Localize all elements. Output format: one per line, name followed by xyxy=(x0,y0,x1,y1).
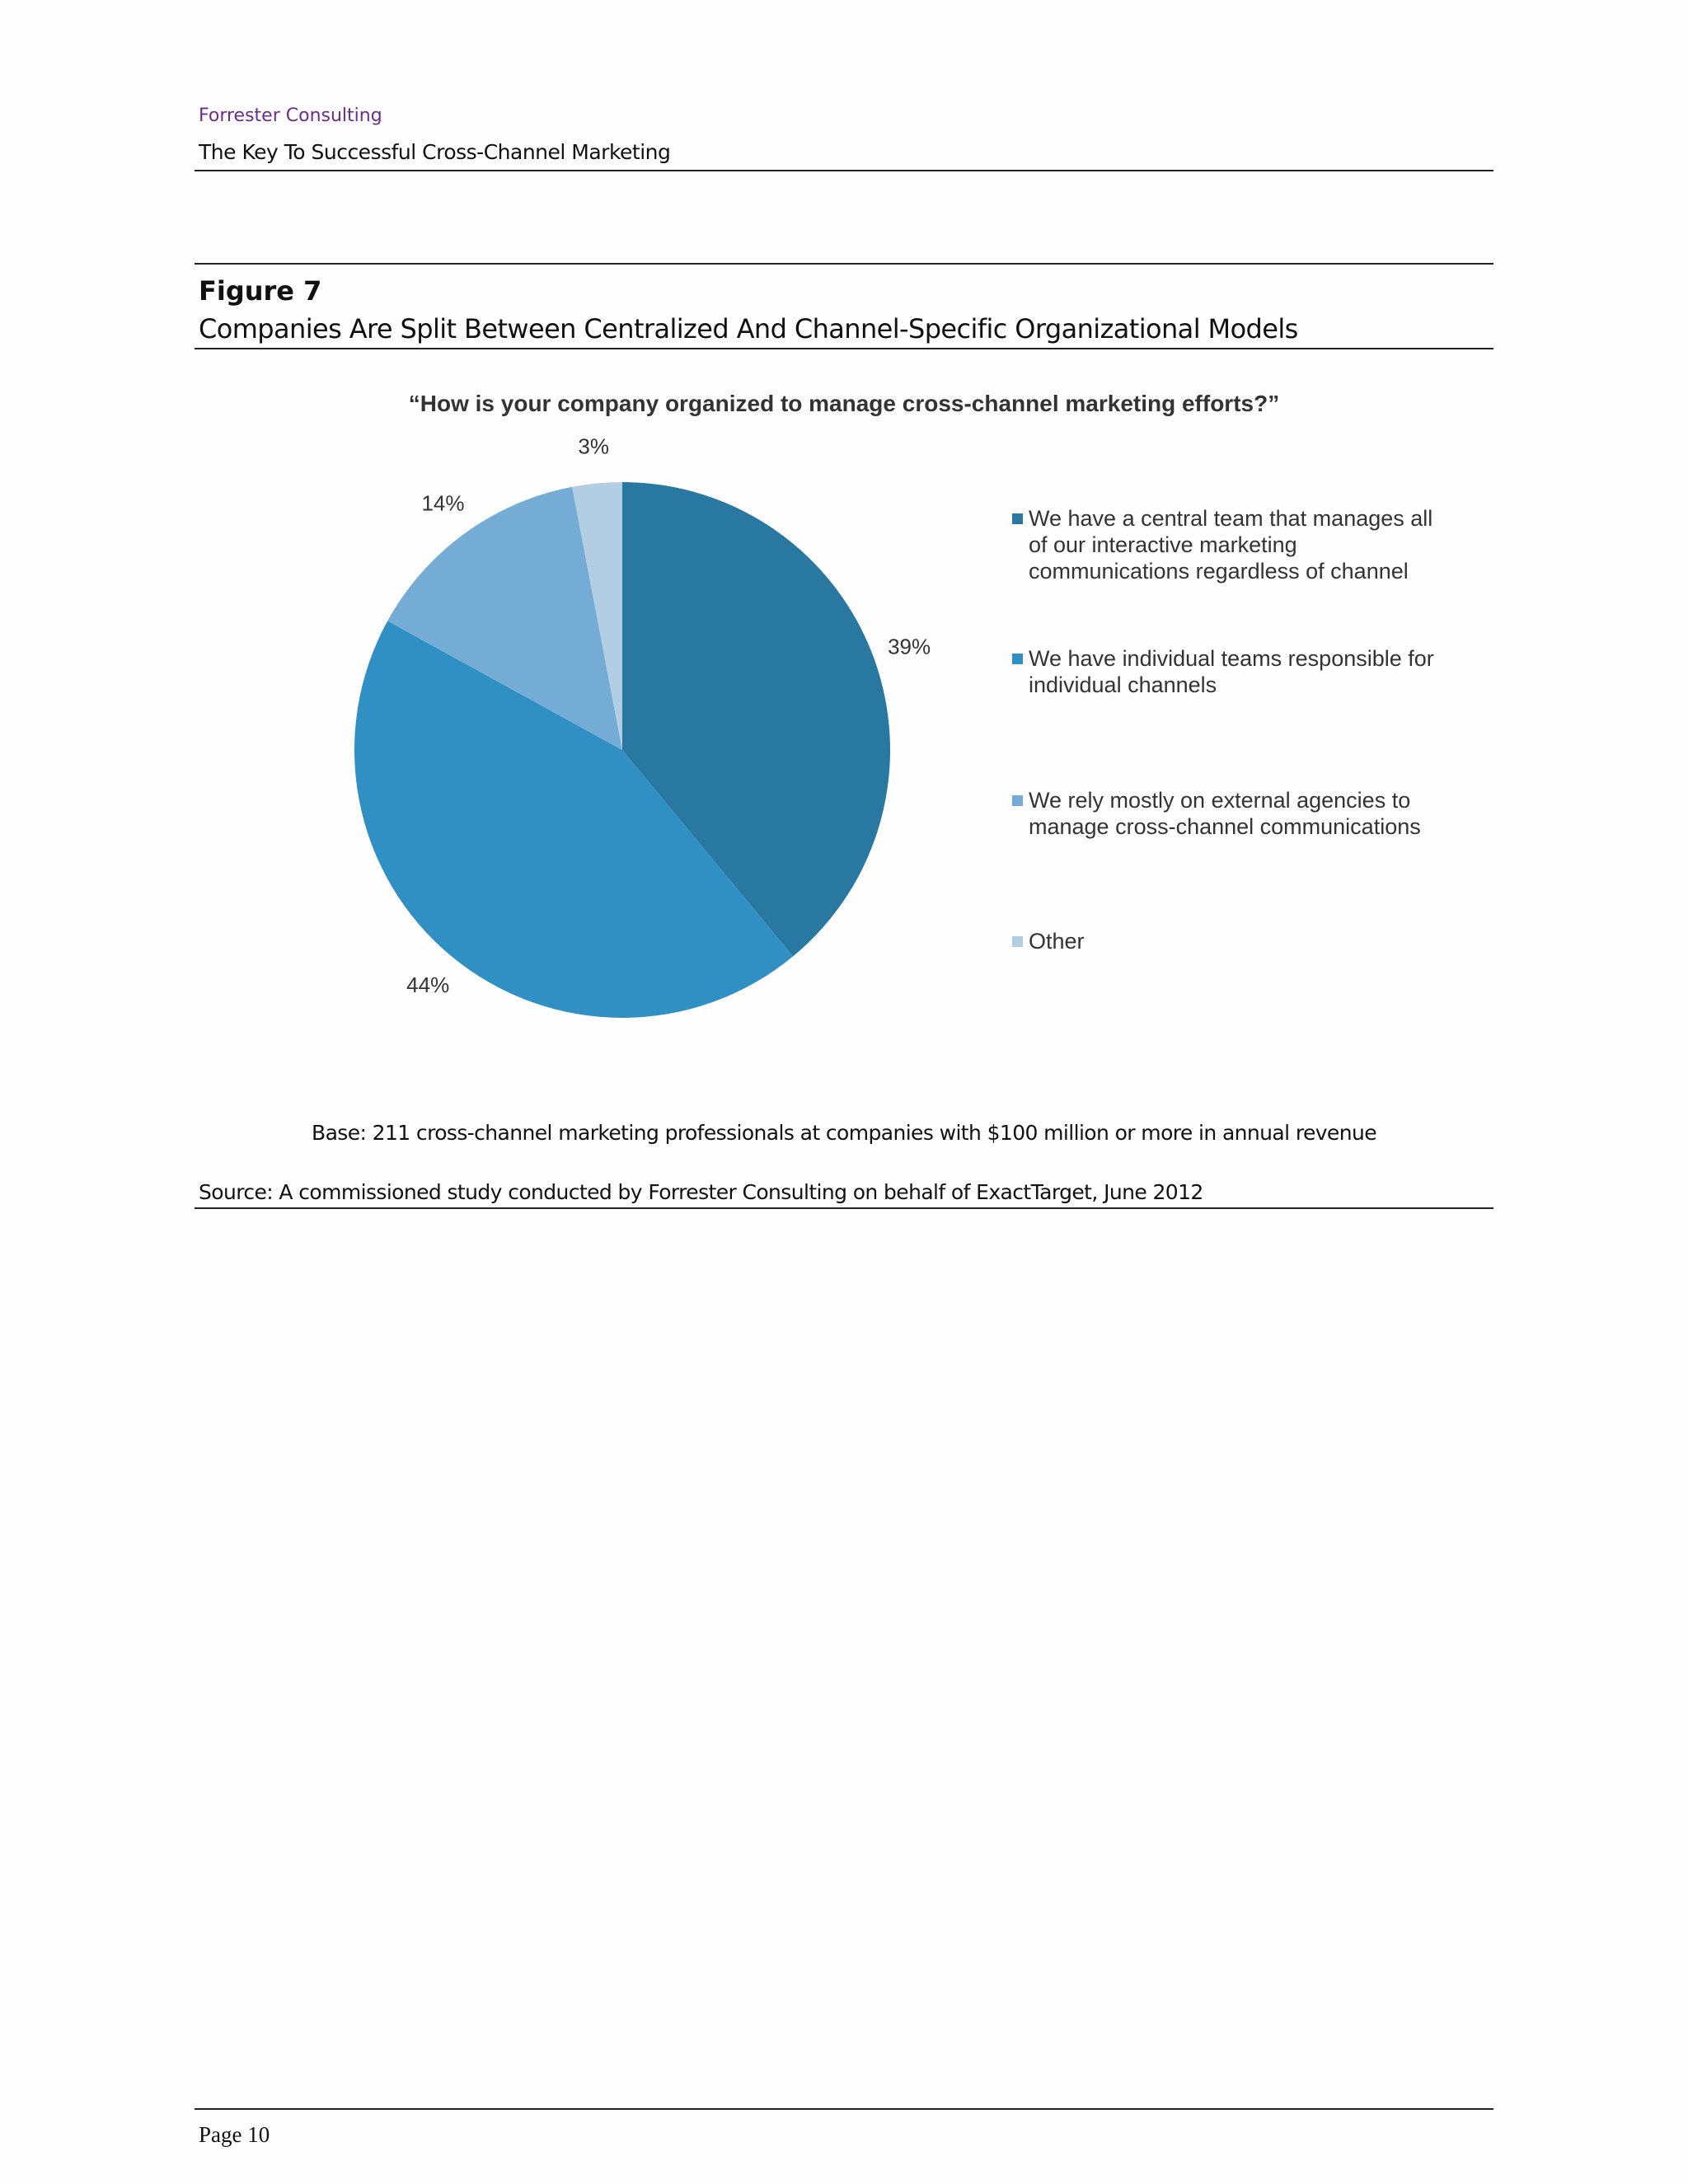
legend-label: We have a central team that manages all of our interactive marketing communications regardless of channel xyxy=(1029,506,1433,583)
header-brand: Forrester Consulting xyxy=(199,105,382,126)
pie-data-label-1: 39% xyxy=(888,634,931,659)
figure-base-note: Base: 211 cross-channel marketing professionals at companies with $100 million or more in annual revenue xyxy=(312,1121,1376,1145)
legend-item-2 xyxy=(1012,645,1457,698)
figure-title: Companies Are Split Between Centralized And Channel-Specific Organizational Models xyxy=(199,313,1298,344)
pie-data-label-4: 3% xyxy=(578,434,609,459)
legend-label: We have individual teams responsible for individual channels xyxy=(1029,646,1434,697)
figure-source-note: Source: A commissioned study conducted by Forrester Consulting on behalf of ExactTarget, June 2012 xyxy=(199,1180,1203,1204)
legend-swatch xyxy=(1012,513,1023,524)
legend-label: Other xyxy=(1029,929,1085,954)
legend-swatch xyxy=(1012,795,1023,806)
pie-slices xyxy=(354,482,890,1018)
legend-item-3 xyxy=(1012,787,1457,840)
pie-data-label-3: 14% xyxy=(421,490,465,516)
header-title: The Key To Successful Cross-Channel Marketing xyxy=(199,140,671,164)
pie-data-label-2: 44% xyxy=(406,972,450,998)
legend-swatch xyxy=(1012,936,1023,947)
figure-bottom-rule xyxy=(195,1207,1493,1209)
legend-item-1 xyxy=(1012,505,1457,584)
chart-question: “How is your company organized to manage cross-channel marketing efforts?” xyxy=(408,391,1280,416)
legend-item-4 xyxy=(1012,928,1457,954)
figure-label: Figure 7 xyxy=(199,275,322,307)
legend-label: We rely mostly on external agencies to manage cross-channel communications xyxy=(1029,788,1421,839)
legend-swatch xyxy=(1012,654,1023,664)
footer-rule xyxy=(195,2108,1493,2110)
page-number: Page 10 xyxy=(199,2122,270,2147)
